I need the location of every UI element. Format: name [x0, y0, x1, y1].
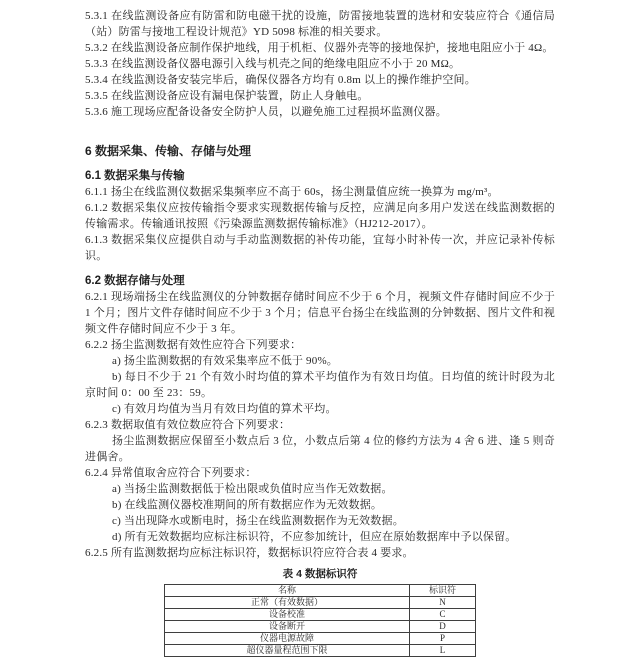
table-row-power-fault: [165, 633, 476, 645]
table-cell-name: 设备校准: [165, 609, 410, 621]
clause-5-3-2: 5.3.2 在线监测设备应制作保护地线，用于机柜、仪器外壳等的接地保护，接地电阻应小于 4Ω。: [85, 42, 554, 54]
clause-5-3-4: 5.3.4 在线监测设备安装完毕后，确保仪器各方均有 0.8m 以上的操作维护空间。: [85, 74, 476, 86]
section-6-heading: 6 数据采集、传输、存储与处理: [85, 144, 252, 158]
clause-6-1-2: 6.1.2 数据采集仪应按传输指令要求实现数据传输与反控，应满足向多用户发送在线监测数据的传输需求。传输通讯按照《污染源监测数据传输标准》（HJ212-2017）。: [85, 202, 555, 230]
clause-5-3-1: 5.3.1 在线监测设备应有防雷和防电磁干扰的设施，防雷接地装置的选材和安装应符合《通信局（站）防雷与接地工程设计规范》YD 5098 标准的相关要求。: [85, 10, 555, 38]
clause-6-2-4-item-c: c) 当出现降水或断电时，扬尘在线监测数据作为无效数据。: [112, 515, 404, 527]
clause-6-2-5: 6.2.5 所有监测数据均应标注标识符，数据标识符应符合表 4 要求。: [85, 547, 414, 559]
table-cell-flag: L: [410, 645, 476, 657]
table-row-normal: [165, 597, 476, 609]
clause-6-2-4-item-a: a) 当扬尘监测数据低于检出限或负值时应当作无效数据。: [112, 483, 393, 495]
clause-6-2-2-item-a: a) 扬尘监测数据的有效采集率应不低于 90%。: [112, 355, 339, 367]
clause-6-2-4: 6.2.4 异常值取舍应符合下列要求：: [85, 467, 257, 479]
clause-5-3-6: 5.3.6 施工现场应配备设备安全防护人员，以避免施工过程损坏监测仪器。: [85, 106, 447, 118]
table-row-disconnected: [165, 621, 476, 633]
table-cell-flag: P: [410, 633, 476, 645]
clause-6-1-3: 6.1.3 数据采集仪应提供自动与手动监测数据的补传功能，宜每小时补传一次，并应记录补传标识。: [85, 234, 555, 262]
clause-6-2-4-item-b: b) 在线监测仪器校准期间的所有数据应作为无效数据。: [112, 499, 383, 511]
clause-6-2-2-item-c: c) 有效月均值为当月有效日均值的算术平均。: [112, 403, 337, 415]
clause-6-2-2-item-b: b) 每日不少于 21 个有效小时均值的算术平均值作为有效日均值。日均值的统计时段为北京时间 0：00 至 23：59。: [85, 371, 555, 399]
table-row-calibration: [165, 609, 476, 621]
table-cell-name: 超仪器量程范围下限: [165, 645, 410, 657]
section-6-2-heading: 6.2 数据存储与处理: [85, 275, 185, 287]
clause-6-2-4-item-d: d) 所有无效数据均应标注标识符，不应参加统计，但应在原始数据库中予以保留。: [112, 531, 517, 543]
table-cell-flag: N: [410, 597, 476, 609]
clause-6-2-3: 6.2.3 数据取值有效位数应符合下列要求：: [85, 419, 291, 431]
clause-6-2-3-note: 扬尘监测数据应保留至小数点后 3 位，小数点后第 4 位的修约方法为 4 舍 6 进、逢 5 则奇进偶舍。: [85, 435, 555, 463]
table-row-below-range: [165, 645, 476, 657]
clause-6-2-2: 6.2.2 扬尘监测数据有效性应符合下列要求：: [85, 339, 302, 351]
clause-5-3-5: 5.3.5 在线监测设备应设有漏电保护装置，防止人身触电。: [85, 90, 369, 102]
clause-6-2-1: 6.2.1 现场端扬尘在线监测仪的分钟数据存储时间应不少于 6 个月，视频文件存储时间应不少于 1 个月；图片文件存储时间应不少于 3 个月；信息平台扬尘在线监测的分钟数据、图片文件和视频文件存储时间应不少于 3 年。: [85, 291, 555, 335]
section-6-1-heading: 6.1 数据采集与传输: [85, 170, 185, 182]
table-header-flag: 标识符: [410, 585, 476, 597]
clause-6-1-1: 6.1.1 扬尘在线监测仪数据采集频率应不高于 60s，扬尘测量值应统一换算为 mg/m³。: [85, 186, 499, 198]
table4-caption: 表 4 数据标识符: [282, 568, 358, 580]
table-cell-name: 正常（有效数据）: [165, 597, 410, 609]
table-cell-flag: D: [410, 621, 476, 633]
table-header-name: 名称: [165, 585, 410, 597]
data-flag-table: [164, 584, 476, 657]
table-header-row: [165, 585, 476, 597]
table-cell-name: 设备断开: [165, 621, 410, 633]
table-cell-name: 仪器电源故障: [165, 633, 410, 645]
table-cell-flag: C: [410, 609, 476, 621]
clause-5-3-3: 5.3.3 在线监测设备仪器电源引入线与机壳之间的绝缘电阻应不小于 20 MΩ。: [85, 58, 461, 70]
